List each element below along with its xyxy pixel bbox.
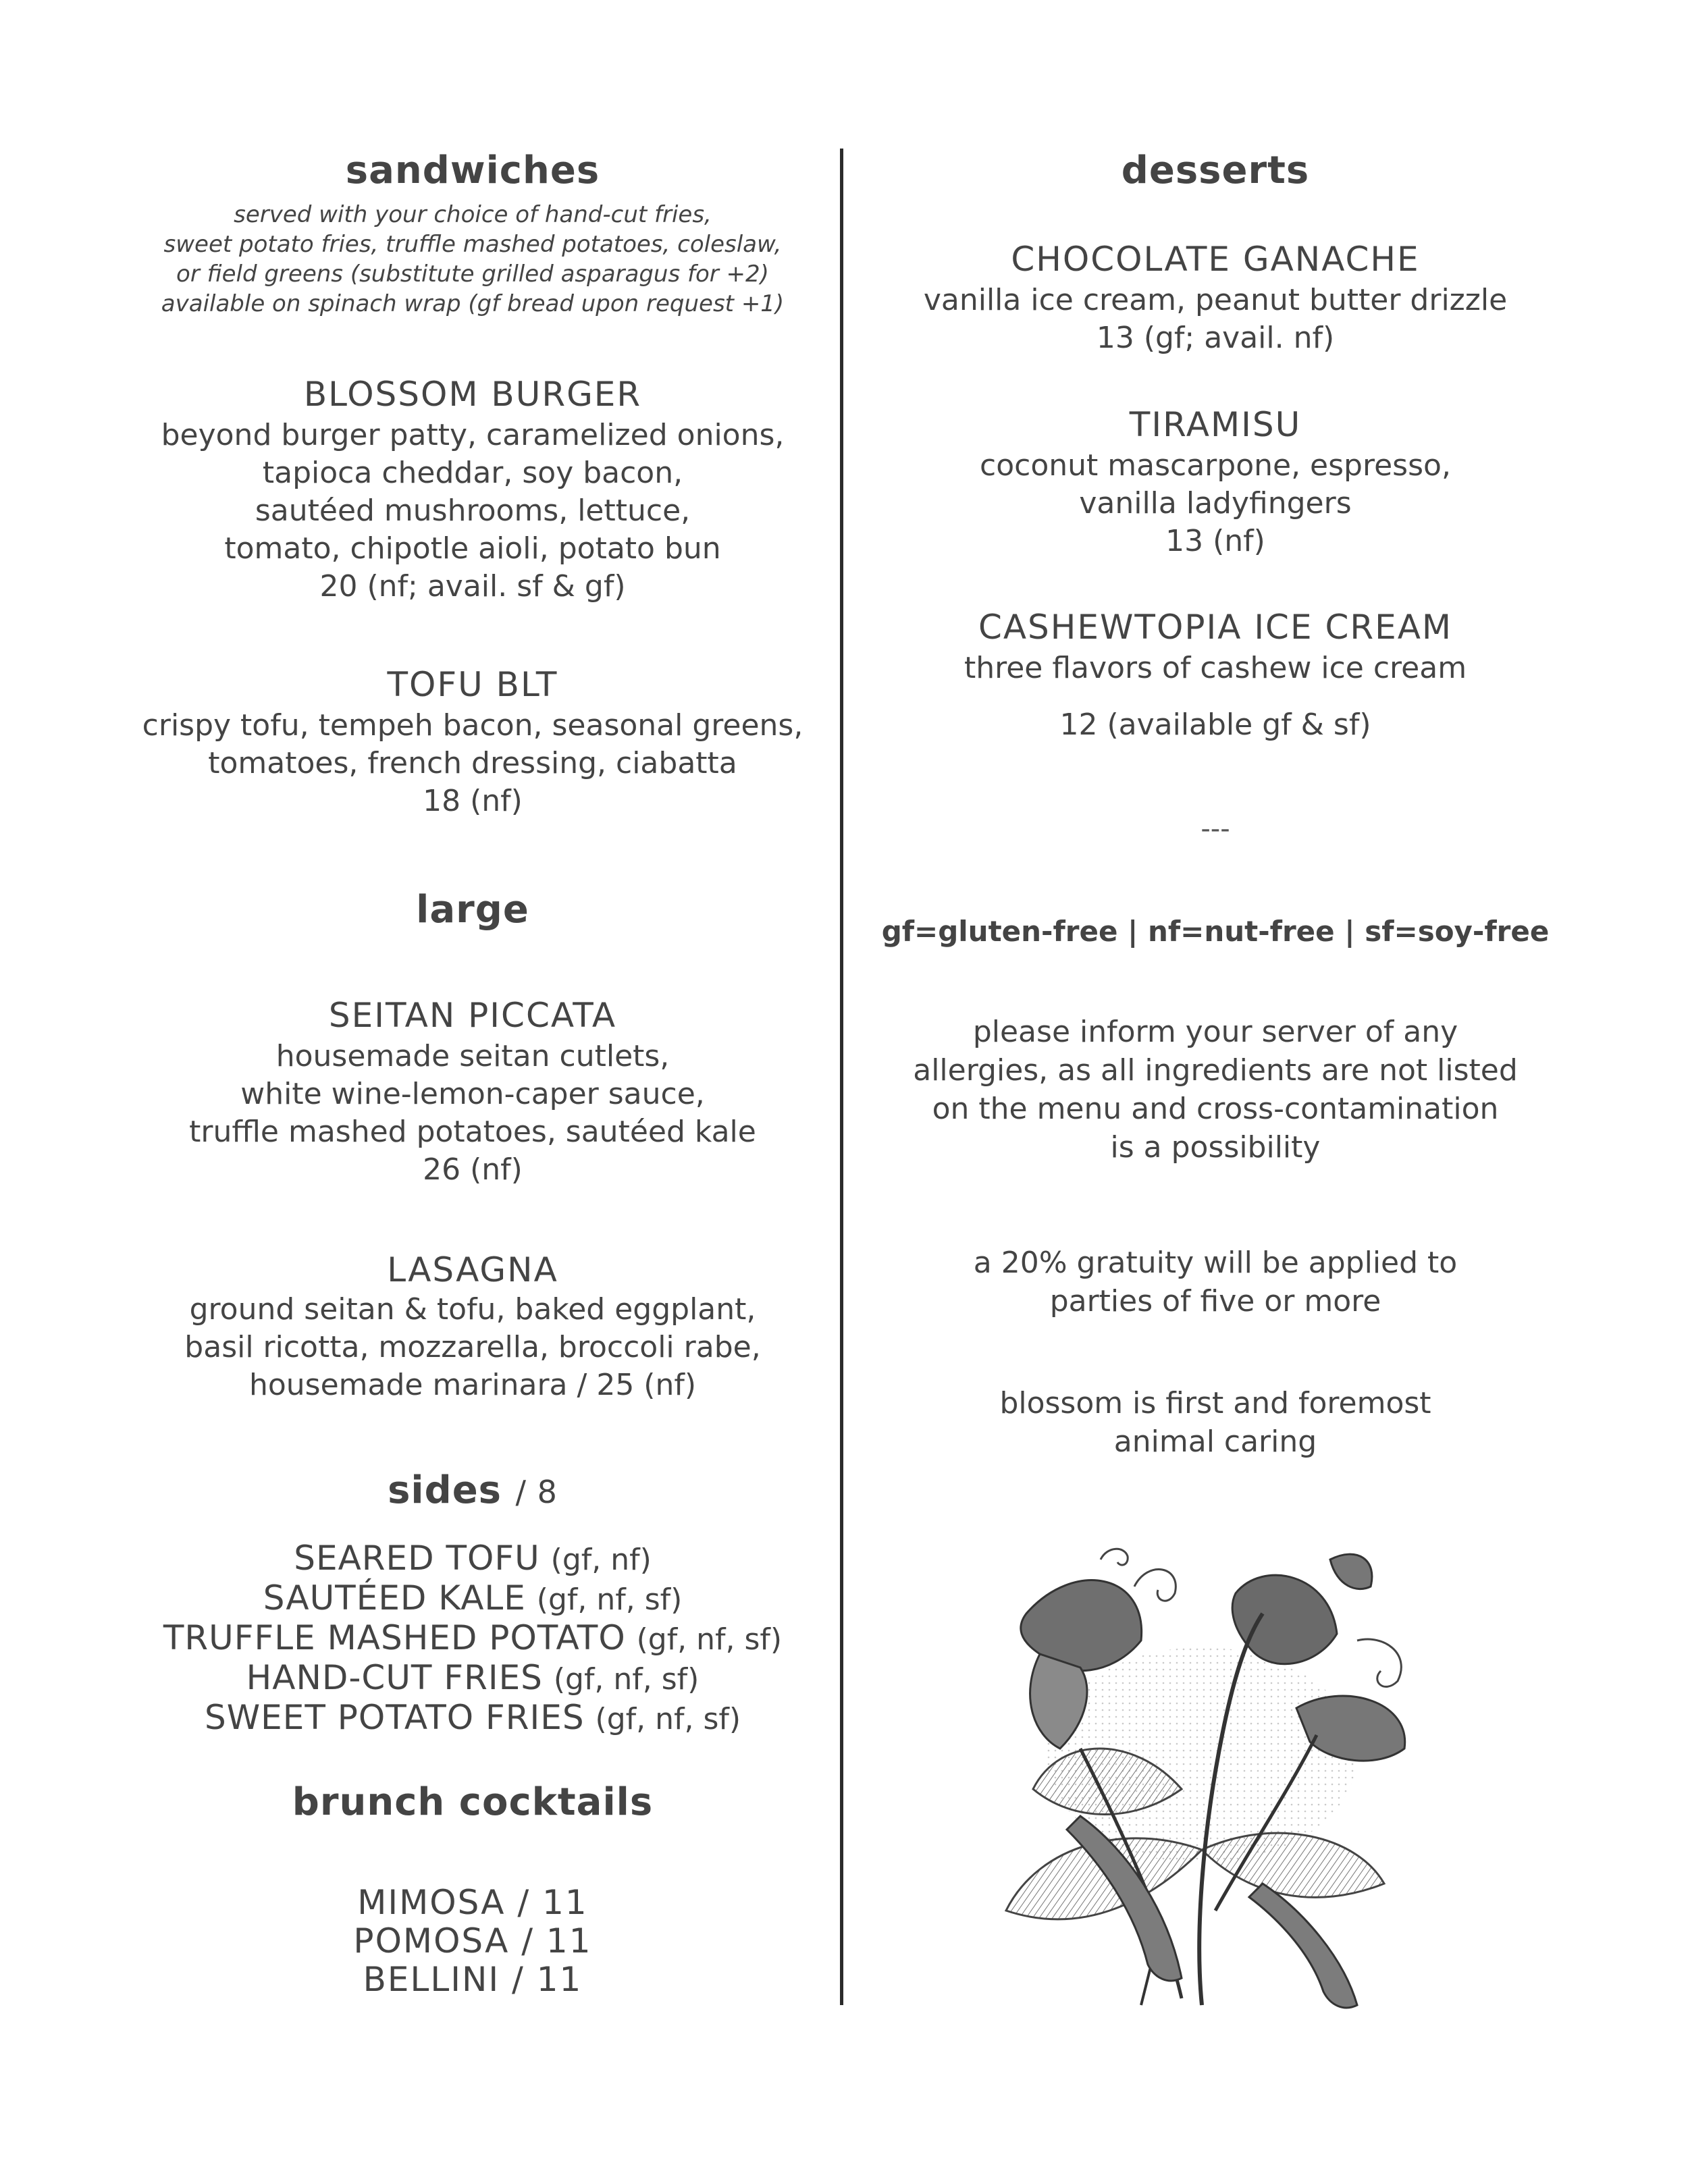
item-desc-blossom-burger [101, 417, 844, 606]
desc-line: 20 (nf; avail. sf & gf) [319, 569, 626, 604]
side-tags: (gf, nf, sf) [595, 1702, 741, 1736]
sides-list [101, 1539, 844, 1738]
side-tags: (gf, nf, sf) [553, 1662, 700, 1697]
desc-line: crispy tofu, tempeh bacon, seasonal greens, [142, 708, 803, 743]
sweet-pea-illustration [979, 1533, 1452, 2046]
sandwiches-heading: sandwiches [345, 149, 600, 192]
info-line: animal caring [1113, 1424, 1317, 1459]
item-name-tofu-blt: TOFU BLT [387, 665, 558, 704]
info-line: please inform your server of any [972, 1015, 1458, 1049]
sides-price: / 8 [515, 1474, 558, 1510]
desc-line: housemade seitan cutlets, [275, 1039, 670, 1073]
item-name-cashewtopia: CASHEWTOPIA ICE CREAM [978, 608, 1453, 647]
side-name: SEARED TOFU [294, 1539, 540, 1578]
cocktail-item: BELLINI / 11 [363, 1960, 583, 1999]
desc-line: housemade marinara / 25 (nf) [248, 1368, 697, 1402]
item-desc-seitan-piccata [101, 1038, 844, 1189]
info-line: on the menu and cross-contamination [932, 1092, 1499, 1126]
info-line: parties of five or more [1049, 1284, 1381, 1319]
large-heading: large [416, 888, 529, 932]
desc-line: truffle mashed potatoes, sautéed kale [189, 1115, 756, 1149]
side-item [101, 1659, 844, 1699]
desc-line: tomatoes, french dressing, ciabatta [208, 746, 737, 780]
note-line: available on spinach wrap (gf bread upon request +1) [161, 290, 785, 317]
desc-line: vanilla ladyfingers [1079, 486, 1352, 521]
info-line: allergies, as all ingredients are not listed [913, 1053, 1518, 1088]
desc-line: beyond burger patty, caramelized onions, [161, 418, 785, 452]
desc-line: sautéed mushrooms, lettuce, [255, 494, 691, 528]
item-desc-chocolate-ganache [878, 282, 1553, 357]
cocktails-heading: brunch cocktails [292, 1780, 654, 1824]
desc-line: 13 (nf) [1165, 524, 1265, 558]
sandwiches-note [101, 200, 844, 319]
desc-line: 18 (nf) [423, 784, 523, 818]
section-separator: --- [1201, 814, 1230, 845]
item-desc-tofu-blt [101, 707, 844, 820]
gratuity-notice [878, 1244, 1553, 1321]
desserts-heading: desserts [1121, 149, 1310, 192]
note-line: served with your choice of hand-cut fries, [234, 201, 712, 228]
note-line: or field greens (substitute grilled asparagus for +2) [176, 261, 769, 288]
item-name-seitan-piccata: SEITAN PICCATA [328, 996, 617, 1035]
info-line: is a possibility [1110, 1130, 1321, 1165]
side-name: SAUTÉED KALE [263, 1578, 526, 1618]
item-name-tiramisu: TIRAMISU [1129, 405, 1302, 444]
sides-heading [101, 1468, 844, 1512]
side-name: SWEET POTATO FRIES [204, 1698, 585, 1737]
side-tags: (gf, nf, sf) [536, 1582, 683, 1617]
sides-heading-label: sides [388, 1468, 502, 1512]
item-name-lasagna: LASAGNA [387, 1250, 558, 1289]
desc-line: white wine-lemon-caper sauce, [240, 1077, 705, 1111]
desc-line: tapioca cheddar, soy bacon, [262, 456, 683, 490]
desc-line: three flavors of cashew ice cream [964, 651, 1467, 685]
cocktail-item: POMOSA / 11 [353, 1921, 592, 1961]
side-tags: (gf, nf, sf) [636, 1622, 783, 1657]
side-item [101, 1579, 844, 1619]
side-item [101, 1539, 844, 1579]
desc-line: vanilla ice cream, peanut butter drizzle [923, 283, 1508, 317]
dietary-legend: gf=gluten-free | nf=nut-free | sf=soy-free [881, 915, 1550, 948]
item-desc-lasagna [101, 1291, 844, 1404]
desc-line: 13 (gf; avail. nf) [1096, 321, 1335, 355]
note-line: sweet potato fries, truffle mashed potatoes, coleslaw, [163, 231, 782, 258]
left-column [101, 0, 844, 2184]
side-tags: (gf, nf) [550, 1543, 652, 1577]
side-item [101, 1699, 844, 1738]
desc-line: basil ricotta, mozzarella, broccoli rabe, [184, 1330, 761, 1364]
desc-line: ground seitan & tofu, baked eggplant, [189, 1292, 756, 1327]
allergy-notice [878, 1013, 1553, 1167]
item-desc-tiramisu [878, 447, 1553, 560]
side-name: HAND-CUT FRIES [246, 1658, 543, 1697]
info-line: a 20% gratuity will be applied to [973, 1246, 1458, 1280]
desc-line: coconut mascarpone, espresso, [980, 448, 1451, 483]
item-name-blossom-burger: BLOSSOM BURGER [303, 375, 642, 414]
info-line: blossom is first and foremost [999, 1386, 1431, 1420]
cocktail-item: MIMOSA / 11 [357, 1883, 588, 1922]
item-price-cashewtopia: 12 (available gf & sf) [1059, 708, 1371, 742]
item-name-chocolate-ganache: CHOCOLATE GANACHE [1011, 240, 1420, 279]
desc-line: tomato, chipotle aioli, potato bun [224, 531, 721, 566]
desc-line: 26 (nf) [423, 1152, 523, 1187]
cocktails-list [101, 1884, 844, 1999]
side-item [101, 1619, 844, 1659]
side-name: TRUFFLE MASHED POTATO [163, 1618, 626, 1657]
item-desc-cashewtopia [878, 649, 1553, 687]
mission-statement [878, 1384, 1553, 1461]
